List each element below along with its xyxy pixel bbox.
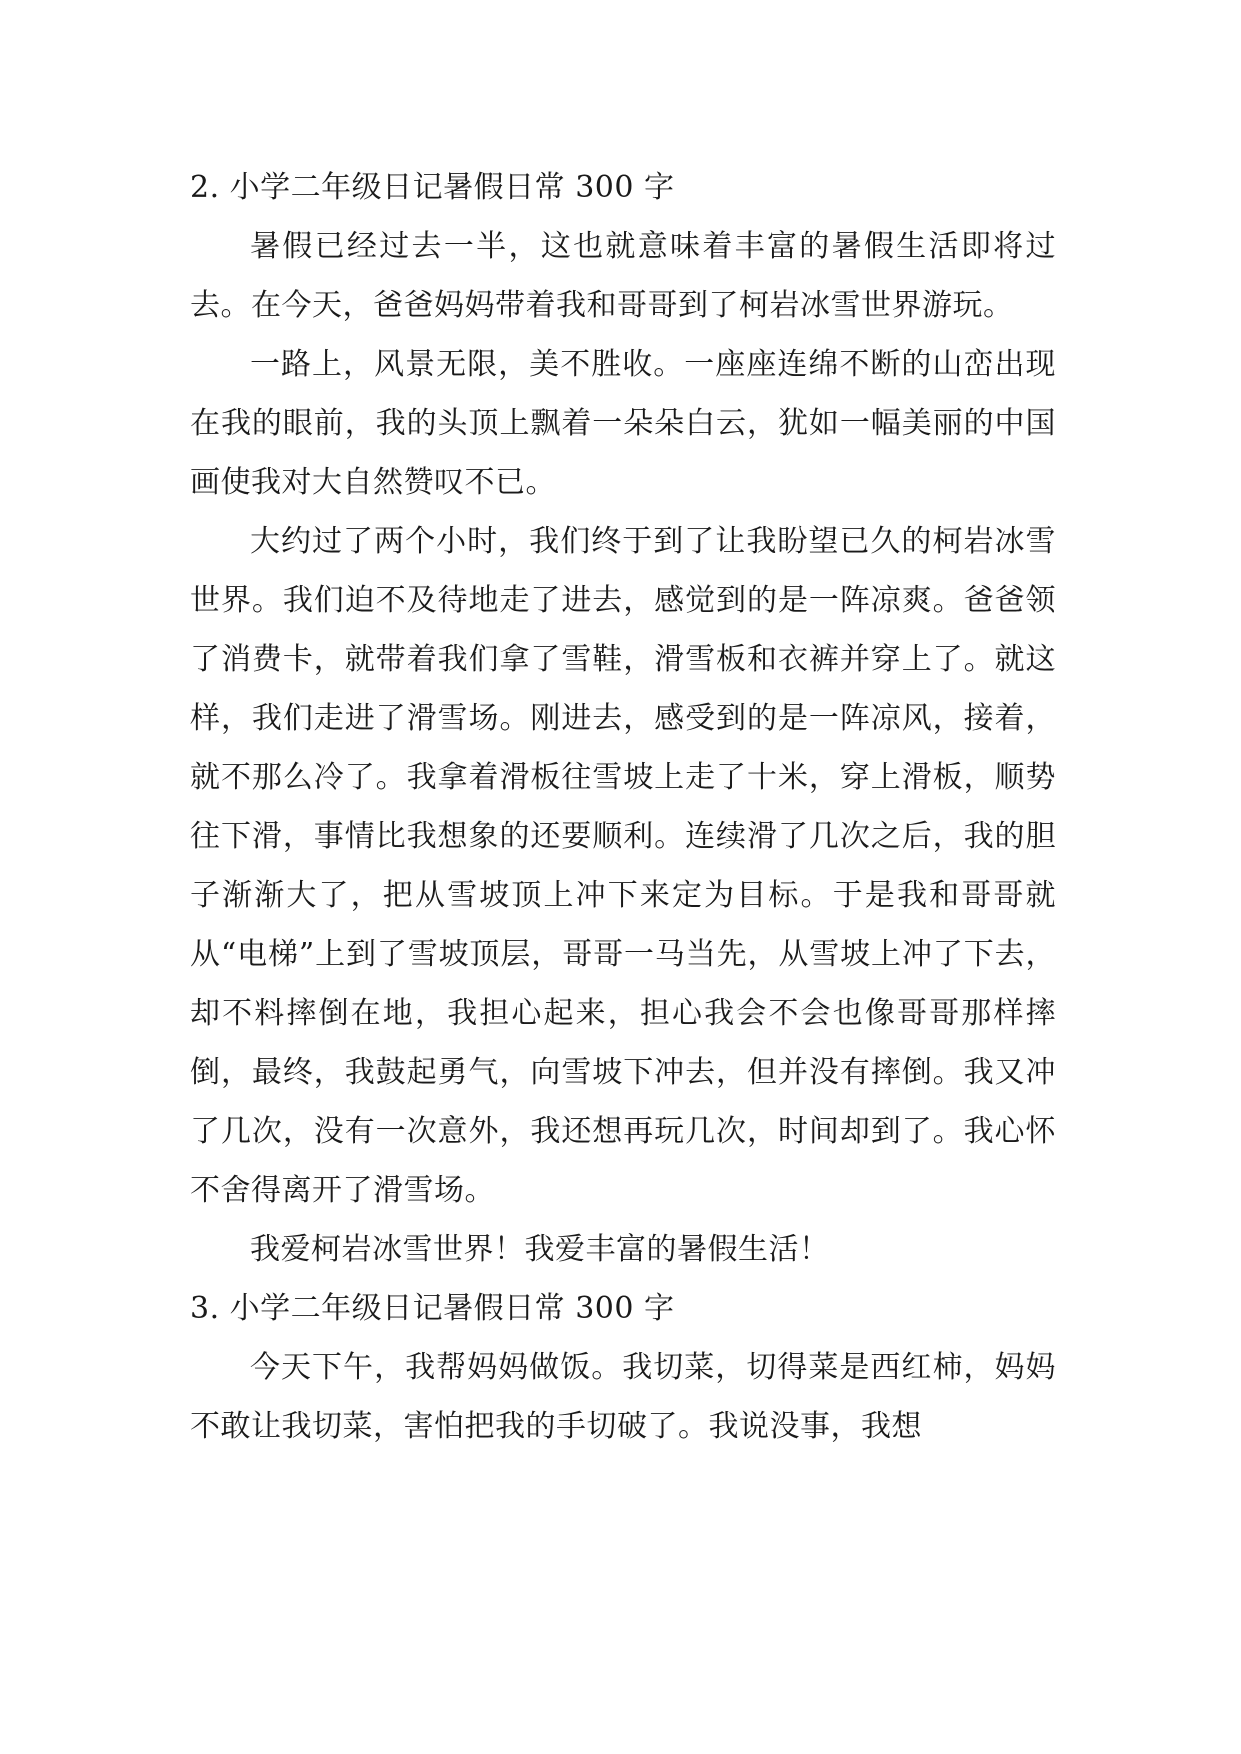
paragraph: 我爱柯岩冰雪世界！我爱丰富的暑假生活！: [250, 1232, 830, 1267]
document-page: [190, 158, 1056, 1456]
paragraph: 一路上，风景无限，美不胜收。一座座连绵不断的山峦出现在我的眼前，我的头顶上飘着一朵朵白云，犹如一幅美丽的中国画使我对大自然赞叹不已。: [190, 347, 1056, 500]
paragraph: 今天下午，我帮妈妈做饭。我切菜，切得菜是西红柿，妈妈不敢让我切菜，害怕把我的手切破了。我说没事，我想: [190, 1350, 1056, 1444]
section-heading: 3. 小学二年级日记暑假日常 300 字: [190, 1291, 675, 1326]
section-heading: 2. 小学二年级日记暑假日常 300 字: [190, 170, 675, 205]
paragraph: 大约过了两个小时，我们终于到了让我盼望已久的柯岩冰雪世界。我们迫不及待地走了进去，感觉到的是一阵凉爽。爸爸领了消费卡，就带着我们拿了雪鞋，滑雪板和衣裤并穿上了。就这样，我们走进了滑雪场。刚进去，感受到的是一阵凉风，接着，就不那么冷了。我拿着滑板往雪坡上走了十米，穿上滑板，顺势往下滑，事情比我想象的还要顺利。连续滑了几次之后，我的胆子渐渐大了，把从雪坡顶上冲下来定为目标。于是我和哥哥就从“电梯”上到了雪坡顶层，哥哥一马当先，从雪坡上冲了下去，却不料摔倒在地，我担心起来，担心我会不会也像哥哥那样摔倒，最终，我鼓起勇气，向雪坡下冲去，但并没有摔倒。我又冲了几次，没有一次意外，我还想再玩几次，时间却到了。我心怀不舍得离开了滑雪场。: [190, 524, 1056, 1208]
paragraph: 暑假已经过去一半，这也就意味着丰富的暑假生活即将过去。在今天，爸爸妈妈带着我和哥哥到了柯岩冰雪世界游玩。: [190, 229, 1056, 323]
